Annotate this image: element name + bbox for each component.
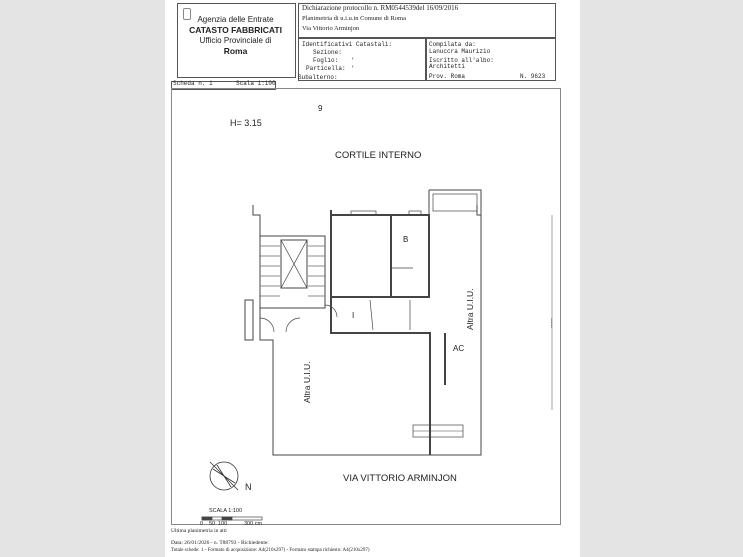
scale-bar-graphic <box>202 517 262 520</box>
prov-number: N. 9623 <box>520 73 546 80</box>
agency-name: Agenzia delle Entrate <box>197 15 274 24</box>
room-ac-label: AC <box>453 344 465 353</box>
ident-foglio-value: ' <box>351 57 355 64</box>
agency-city: Roma <box>223 46 248 56</box>
iscritto-label: Iscritto all'albo: <box>429 57 494 64</box>
ident-label: Identificativi Catastali: <box>302 41 393 48</box>
ident-particella: Particella: <box>306 65 346 72</box>
room-b-label: B <box>403 235 409 244</box>
north-label: N <box>245 482 252 492</box>
scale-tick-300: 300 cm <box>244 521 263 527</box>
ident-subalterno: Subalterno: <box>298 74 338 81</box>
ceiling-height: H= 3.15 <box>230 118 262 128</box>
courtyard-label: CORTILE INTERNO <box>335 150 422 161</box>
scale-title: SCALA 1:100 <box>209 508 243 514</box>
document-sheet <box>165 0 580 557</box>
header-planimetry: Planimetria di u.i.u.in Comune di Roma <box>302 15 406 22</box>
header-protocol: Dichiarazione protocollo n. RM0544539del 16/09/2016 <box>302 4 459 12</box>
footer-totals: Totale schede: 1 - Formato di acquisizione: A4(210x297) - Formato stampa richiesto: A4(210x297) <box>171 548 370 553</box>
altra-uiu-right: Altra U.I.U. <box>465 288 475 330</box>
compilata-label: Compilata da: <box>429 41 476 48</box>
scale-tick-100: 100 <box>218 521 228 527</box>
ident-particella-value: ' <box>351 65 355 72</box>
agency-office: Ufficio Provinciale di <box>199 36 272 45</box>
north-arrow-icon <box>210 462 238 490</box>
side-note: ------ <box>548 318 554 328</box>
level-mark: 9 <box>318 104 323 113</box>
prov-label: Prov. Roma <box>429 73 466 80</box>
scheda-number: Scheda n. 1 <box>173 80 213 87</box>
footer-note: Ultima planimetria in atti <box>171 528 227 534</box>
scale-tick-0: 0 <box>200 521 204 527</box>
iscritto-value: Architetti <box>429 63 466 70</box>
room-i-label: I <box>352 311 355 320</box>
header-address: Via Vittorio Arminjon <box>302 25 360 32</box>
agency-catasto: CATASTO FABBRICATI <box>189 25 282 35</box>
street-label: VIA VITTORIO ARMINJON <box>343 473 457 484</box>
footer-date: Data: 26/01/2026 - n. T88793 - Richiedente: <box>171 540 269 546</box>
scale-tick-50: 50 <box>209 521 216 527</box>
ident-sezione: Sezione: <box>313 49 342 56</box>
ident-foglio: Foglio: <box>313 57 339 64</box>
compilata-name: Lanuccra Maurizio <box>429 48 491 55</box>
scheda-scale: Scala 1:100 <box>236 80 276 87</box>
altra-uiu-left: Altra U.I.U. <box>302 361 312 403</box>
